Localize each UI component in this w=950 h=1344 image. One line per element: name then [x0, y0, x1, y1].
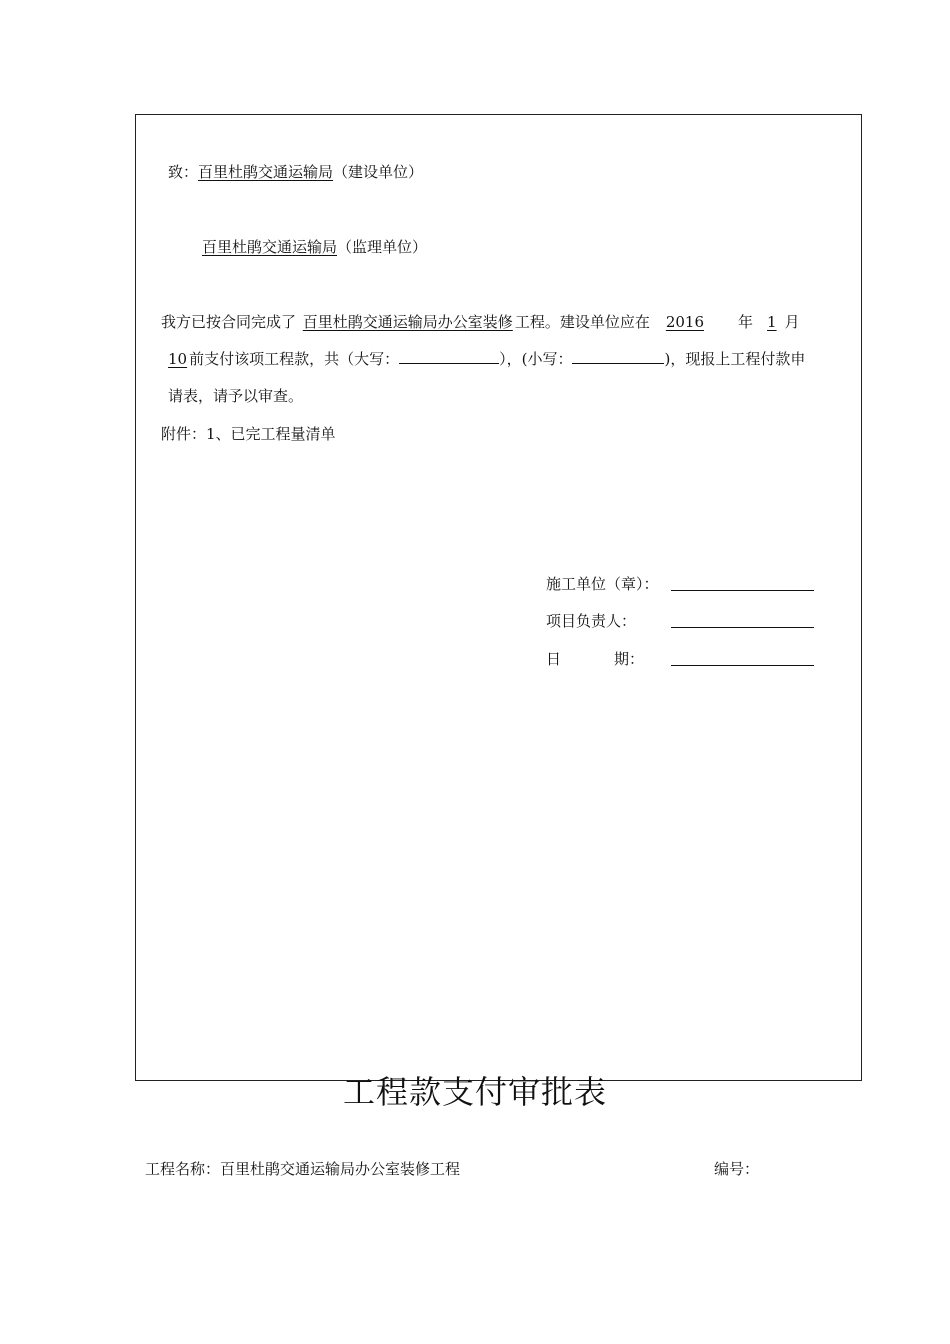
month-unit: 月: [784, 313, 800, 331]
project-name: 百里杜鹃交通运输局办公室装修: [302, 313, 513, 331]
supervisor-line: [202, 237, 427, 257]
date-label-char-1: 日: [546, 650, 562, 668]
body-text-2a: 前支付该项工程款，共（大写：: [189, 350, 400, 368]
body-text-2c: )，现报上工程付款申: [664, 350, 806, 368]
to-prefix: 致：: [168, 163, 199, 181]
date-label-char-2: 期：: [614, 650, 645, 668]
body-text-1b: 工程。建设单位应在: [514, 313, 650, 331]
amount-words-blank[interactable]: [399, 349, 499, 364]
construction-unit-name: 百里杜鹃交通运输局: [198, 163, 334, 181]
letter-frame: [135, 114, 862, 1081]
body-line-3: 请表，请予以审查。: [168, 387, 304, 405]
year-unit: 年: [738, 313, 754, 331]
body-text-2b: ），(小写：: [499, 350, 573, 368]
project-manager-label: 项目负责人：: [546, 612, 637, 630]
body-text-1a: 我方已按合同完成了: [161, 313, 297, 331]
day-value: 10: [168, 350, 188, 368]
date-signature-line[interactable]: [671, 665, 814, 666]
addressee-line: [168, 162, 423, 182]
construction-unit-role: （建设单位）: [333, 163, 424, 181]
attachment-line: 附件：1、已完工程量清单: [161, 425, 336, 443]
project-name-field: 工程名称：百里杜鹃交通运输局办公室装修工程: [145, 1160, 461, 1178]
manager-signature-line[interactable]: [671, 627, 814, 628]
seal-signature-line[interactable]: [671, 590, 814, 591]
supervision-unit-role: （监理单位）: [337, 238, 428, 256]
month-value: 1: [767, 313, 777, 331]
number-label: 编号：: [714, 1160, 760, 1178]
year-value: 2016: [665, 313, 705, 331]
supervision-unit-name: 百里杜鹃交通运输局: [202, 238, 338, 256]
construction-unit-seal-label: 施工单位（章）：: [546, 575, 659, 593]
body-line-1: [161, 312, 800, 332]
form-title: 工程款支付审批表: [342, 1073, 607, 1111]
amount-figures-blank[interactable]: [572, 349, 664, 364]
body-line-2: [168, 349, 805, 369]
